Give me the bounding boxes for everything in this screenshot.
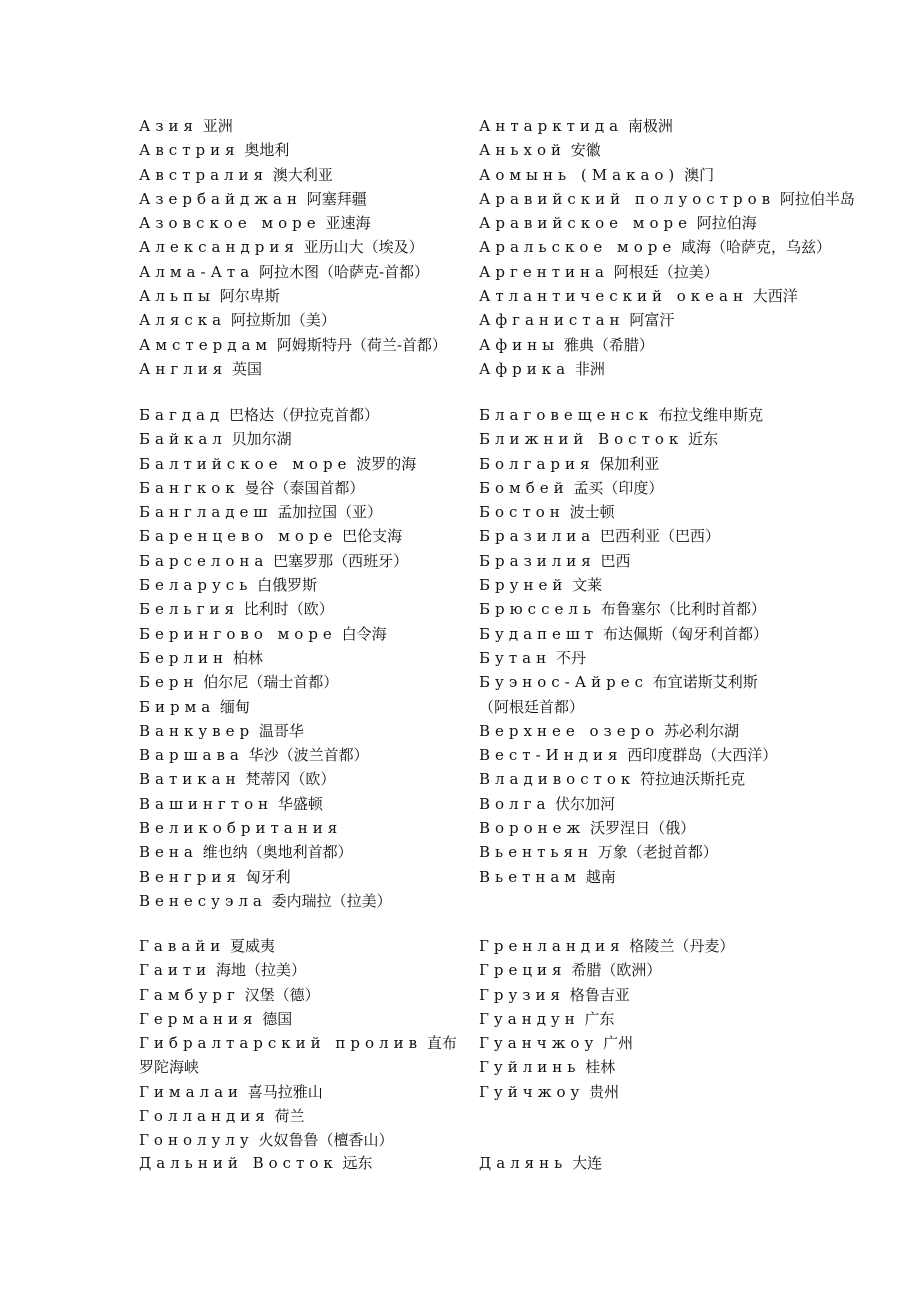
chinese-translation: 文莱 (572, 576, 603, 595)
russian-term: Венгрия (139, 867, 241, 886)
russian-term: Волга (479, 794, 551, 813)
left-column (139, 1151, 459, 1175)
chinese-translation: 阿拉木图（哈萨克-首都） (258, 262, 430, 281)
russian-term: Варшава (139, 746, 244, 765)
russian-term: Греция (479, 961, 567, 980)
glossary-entry (139, 260, 459, 284)
glossary-entry (139, 524, 459, 548)
russian-term: Азербайджан (139, 189, 302, 208)
chinese-translation: 伯尔尼（瑞士首都） (203, 673, 339, 692)
russian-term: Дальний Восток (139, 1154, 338, 1172)
glossary-entry (139, 138, 459, 162)
glossary-entry (139, 622, 459, 646)
russian-term: Вашингтон (139, 794, 274, 813)
chinese-translation: 万象（老挝首都） (597, 843, 718, 862)
glossary-entry (139, 695, 459, 719)
glossary-entry (139, 284, 459, 308)
russian-term: Англия (139, 359, 228, 378)
glossary-entry (139, 934, 459, 958)
russian-term: Аляска (139, 311, 227, 330)
chinese-translation: 海地（拉美） (215, 961, 306, 980)
russian-term: Ватикан (139, 770, 241, 789)
chinese-translation: 保加利亚 (599, 454, 660, 473)
russian-term: Балтийское море (139, 454, 352, 473)
glossary-entry (139, 403, 459, 427)
russian-term: Будапешт (479, 624, 599, 643)
russian-term: Алма-Ата (139, 262, 255, 281)
russian-term: Бомбей (479, 478, 569, 497)
chinese-translation: 亚速海 (325, 214, 371, 233)
russian-term: Берлин (139, 648, 229, 667)
glossary-entry (139, 427, 459, 451)
glossary-entry (479, 500, 784, 524)
chinese-translation: 澳门 (684, 165, 715, 184)
russian-term: Александрия (139, 238, 299, 257)
chinese-translation: 阿拉伯海 (696, 214, 757, 233)
glossary-entry (139, 597, 459, 621)
glossary-entry (139, 743, 459, 767)
chinese-translation: 咸海（哈萨克，乌兹） (681, 238, 832, 257)
glossary-entry (139, 889, 459, 913)
glossary-entry (479, 597, 784, 621)
chinese-translation: 巴西利亚（巴西） (600, 527, 721, 546)
glossary-entry (139, 1031, 459, 1080)
chinese-translation: 阿姆斯特丹（荷兰-首都） (276, 335, 447, 354)
chinese-translation: 德国 (262, 1009, 293, 1028)
russian-term: Германия (139, 1009, 258, 1028)
glossary-entry (139, 163, 459, 187)
glossary-entry (479, 163, 784, 187)
chinese-translation: 阿塞拜疆 (306, 189, 367, 208)
glossary-entry (479, 1055, 784, 1079)
russian-term: Аргентина (479, 262, 609, 281)
glossary-entry (479, 1031, 784, 1055)
russian-term: Вьентьян (479, 843, 593, 862)
chinese-translation: 苏必利尔湖 (663, 721, 739, 740)
glossary-entry (479, 958, 784, 982)
right-column (479, 1151, 784, 1175)
glossary-entry (479, 476, 784, 500)
russian-term: Далянь (479, 1154, 568, 1172)
russian-term: Гавайи (139, 937, 226, 955)
glossary-entry (479, 743, 784, 767)
russian-term: Гуйлинь (479, 1058, 581, 1077)
russian-term: Гренландия (479, 937, 625, 955)
russian-term: Гуанчжоу (479, 1034, 599, 1053)
right-column (479, 934, 784, 1104)
russian-term: Ванкувер (139, 721, 255, 740)
chinese-translation: 桂林 (585, 1058, 616, 1077)
glossary-entry (479, 403, 784, 427)
russian-term: Бангладеш (139, 503, 273, 522)
chinese-translation: 南极洲 (627, 117, 673, 135)
glossary-entry (479, 187, 855, 211)
glossary-entry (139, 958, 459, 982)
glossary-entry (479, 549, 784, 573)
chinese-translation: 大西洋 (752, 287, 798, 306)
chinese-translation: 喜马拉雅山 (247, 1082, 323, 1101)
left-column (139, 114, 459, 381)
chinese-translation: 曼谷（泰国首都） (244, 478, 365, 497)
glossary-entry (479, 138, 784, 162)
glossary-entry (479, 719, 784, 743)
chinese-translation: 布拉戈维申斯克 (658, 406, 764, 424)
glossary-entry (479, 1080, 784, 1104)
chinese-translation: 贝加尔湖 (231, 430, 292, 449)
chinese-translation: 大连 (572, 1154, 603, 1172)
glossary-entry (139, 357, 459, 381)
chinese-translation: 布达佩斯（匈牙利首都） (602, 624, 768, 643)
chinese-translation: 梵蒂冈（欧） (245, 770, 336, 789)
russian-term: Брюссель (479, 600, 597, 619)
russian-term: Аомынь (Макао) (479, 165, 680, 184)
glossary-entry (139, 646, 459, 670)
glossary-entry (139, 211, 459, 235)
russian-term: Аральское море (479, 238, 677, 257)
russian-term: Багдад (139, 406, 225, 424)
chinese-translation: 越南 (585, 867, 616, 886)
chinese-translation: 希腊（欧洲） (571, 961, 662, 980)
chinese-translation: 温哥华 (258, 721, 304, 740)
russian-term: Гибралтарский пролив (139, 1034, 423, 1053)
glossary-entry (479, 646, 784, 670)
chinese-translation: 沃罗涅日（俄） (590, 819, 696, 838)
glossary-entry (479, 670, 784, 719)
russian-term: Голландия (139, 1107, 270, 1126)
chinese-translation: 荷兰 (274, 1107, 305, 1126)
russian-term: Бирма (139, 697, 216, 716)
russian-term: Гамбург (139, 985, 240, 1004)
russian-term: Афины (479, 335, 560, 354)
chinese-translation: 白令海 (341, 624, 387, 643)
chinese-translation: 夏威夷 (230, 937, 276, 955)
glossary-entry (139, 792, 459, 816)
russian-term: Верхнее озеро (479, 721, 660, 740)
russian-term: Гаити (139, 961, 212, 980)
russian-term: Беларусь (139, 576, 253, 595)
russian-term: Аравийский полуостров (479, 189, 776, 208)
glossary-entry (479, 308, 784, 332)
chinese-translation: 布宜诺斯艾利斯（阿根廷首都） (479, 673, 758, 716)
glossary-entry (139, 187, 459, 211)
russian-term: Ближний Восток (479, 430, 684, 449)
chinese-translation: 阿拉斯加（美） (230, 311, 336, 330)
glossary-entry (479, 767, 784, 791)
russian-term: Грузия (479, 985, 566, 1004)
chinese-translation: 华盛顿 (277, 794, 323, 813)
russian-term: Венесуэла (139, 891, 267, 910)
russian-term: Аньхой (479, 141, 567, 160)
glossary-entry (139, 1104, 459, 1128)
glossary-entry (479, 211, 784, 235)
russian-term: Вест-Индия (479, 746, 623, 765)
glossary-entry (479, 333, 784, 357)
glossary-entry (139, 865, 459, 889)
left-column (139, 403, 459, 913)
glossary-entry (139, 670, 459, 694)
glossary-entry (139, 549, 459, 573)
glossary-entry (479, 357, 784, 381)
russian-term: Бутан (479, 648, 552, 667)
glossary-entry (479, 427, 784, 451)
chinese-translation: 不丹 (555, 648, 586, 667)
glossary-entry (139, 840, 459, 864)
russian-term: Австралия (139, 165, 269, 184)
glossary-entry (139, 452, 459, 476)
chinese-translation: 阿富汗 (629, 311, 675, 330)
russian-term: Азовское море (139, 214, 321, 233)
glossary-entry (479, 235, 832, 259)
glossary-entry (139, 816, 459, 840)
russian-term: Берингово море (139, 624, 337, 643)
chinese-translation: 巴格达（伊拉克首都） (229, 406, 380, 424)
chinese-translation: 贵州 (589, 1082, 620, 1101)
russian-term: Великобритания (139, 819, 343, 838)
chinese-translation: 汉堡（德） (244, 985, 320, 1004)
russian-term: Австрия (139, 141, 240, 160)
glossary-entry (139, 114, 459, 138)
chinese-translation: 格陵兰（丹麦） (629, 937, 735, 955)
glossary-entry (479, 1151, 784, 1175)
russian-term: Амстердам (139, 335, 273, 354)
glossary-entry (479, 524, 784, 548)
russian-term: Гонолулу (139, 1131, 254, 1150)
left-column (139, 934, 459, 1153)
russian-term: Воронеж (479, 819, 586, 838)
chinese-translation: 火奴鲁鲁（檀香山） (258, 1131, 394, 1150)
russian-term: Бруней (479, 576, 568, 595)
chinese-translation: 孟加拉国（亚） (277, 503, 383, 522)
chinese-translation: 符拉迪沃斯托克 (640, 770, 746, 789)
russian-term: Африка (479, 359, 571, 378)
chinese-translation: 缅甸 (220, 697, 251, 716)
glossary-entry (139, 573, 459, 597)
chinese-translation: 安徽 (570, 141, 601, 160)
russian-term: Гималаи (139, 1082, 244, 1101)
russian-term: Гуандун (479, 1009, 580, 1028)
russian-term: Бельгия (139, 600, 239, 619)
glossary-entry (479, 840, 784, 864)
chinese-translation: 布鲁塞尔（比利时首都） (600, 600, 766, 619)
glossary-entry (139, 1128, 459, 1152)
chinese-translation: 近东 (688, 430, 719, 449)
glossary-entry (479, 865, 784, 889)
russian-term: Бразилиа (479, 527, 596, 546)
glossary-entry (479, 622, 784, 646)
chinese-translation: 华沙（波兰首都） (248, 746, 369, 765)
russian-term: Болгария (479, 454, 595, 473)
glossary-entry (479, 816, 784, 840)
chinese-translation: 白俄罗斯 (257, 576, 318, 595)
glossary-entry (139, 767, 459, 791)
russian-term: Байкал (139, 430, 227, 449)
russian-term: Барселона (139, 551, 269, 570)
chinese-translation: 非洲 (574, 359, 605, 378)
chinese-translation: 柏林 (232, 648, 263, 667)
glossary-entry (479, 792, 784, 816)
chinese-translation: 阿根廷（拉美） (613, 262, 719, 281)
glossary-entry (139, 235, 459, 259)
glossary-entry (479, 114, 784, 138)
chinese-translation: 伏尔加河 (555, 794, 616, 813)
glossary-entry (139, 1007, 459, 1031)
chinese-translation: 阿尔卑斯 (219, 287, 280, 306)
chinese-translation: 亚历山大（埃及） (303, 238, 424, 257)
chinese-translation: 雅典（希腊） (563, 335, 654, 354)
glossary-entry (139, 719, 459, 743)
glossary-entry (139, 500, 459, 524)
glossary-entry (479, 983, 784, 1007)
russian-term: Владивосток (479, 770, 636, 789)
chinese-translation: 英国 (232, 359, 263, 378)
russian-term: Гуйчжоу (479, 1082, 585, 1101)
glossary-entry (139, 476, 459, 500)
chinese-translation: 远东 (342, 1154, 373, 1172)
russian-term: Атлантический океан (479, 287, 748, 306)
chinese-translation: 巴西 (600, 551, 631, 570)
russian-term: Вена (139, 843, 198, 862)
chinese-translation: 比利时（欧） (243, 600, 334, 619)
glossary-entry (139, 308, 459, 332)
chinese-translation: 亚洲 (202, 117, 233, 135)
chinese-translation: 阿拉伯半岛 (779, 189, 855, 208)
right-column (479, 114, 855, 381)
russian-term: Антарктида (479, 117, 624, 135)
glossary-entry (479, 452, 784, 476)
chinese-translation: 奥地利 (244, 141, 290, 160)
russian-term: Вьетнам (479, 867, 581, 886)
glossary-entry (139, 333, 459, 357)
chinese-translation: 西印度群岛（大西洋） (627, 746, 778, 765)
chinese-translation: 巴伦支海 (342, 527, 403, 546)
russian-term: Альпы (139, 287, 215, 306)
chinese-translation: 波罗的海 (356, 454, 417, 473)
right-column (479, 403, 784, 889)
chinese-translation: 孟买（印度） (573, 478, 664, 497)
russian-term: Баренцево море (139, 527, 338, 546)
glossary-entry (479, 284, 798, 308)
chinese-translation: 波士顿 (569, 503, 615, 522)
russian-term: Бостон (479, 503, 565, 522)
glossary-entry (479, 1007, 784, 1031)
glossary-entry (479, 260, 784, 284)
russian-term: Благовещенск (479, 406, 654, 424)
glossary-entry (479, 934, 784, 958)
chinese-translation: 直布罗陀海峡 (139, 1034, 457, 1077)
russian-term: Буэнос-Айрес (479, 673, 648, 692)
chinese-translation: 维也纳（奥地利首都） (202, 843, 353, 862)
glossary-entry (139, 1080, 459, 1104)
glossary-entry (139, 983, 459, 1007)
glossary-entry (479, 573, 784, 597)
chinese-translation: 委内瑞拉（拉美） (271, 891, 392, 910)
russian-term: Бразилия (479, 551, 596, 570)
chinese-translation: 匈牙利 (245, 867, 291, 886)
chinese-translation: 澳大利亚 (272, 165, 333, 184)
chinese-translation: 广州 (603, 1034, 634, 1053)
russian-term: Берн (139, 673, 199, 692)
chinese-translation: 格鲁吉亚 (569, 985, 630, 1004)
russian-term: Аравийское море (479, 214, 692, 233)
chinese-translation: 巴塞罗那（西班牙） (273, 551, 409, 570)
glossary-entry (139, 1151, 459, 1175)
russian-term: Азия (139, 117, 199, 135)
russian-term: Афганистан (479, 311, 625, 330)
russian-term: Бангкок (139, 478, 240, 497)
chinese-translation: 广东 (584, 1009, 615, 1028)
